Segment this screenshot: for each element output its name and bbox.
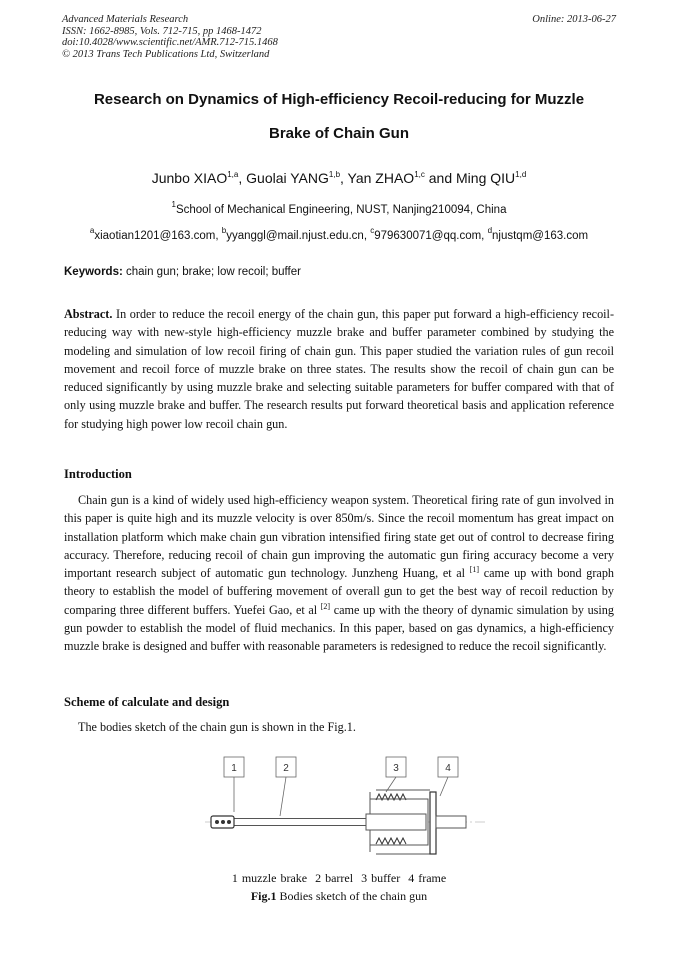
figure-caption [40,889,638,904]
issn-line: ISSN: 1662-8985, Vols. 712-715, pp 1468-1472 [62,25,262,37]
intro-text: came up with the theory of dynamic simulation by using gun powder to establish the model of fluid mechanics. In this paper, based on gas dynamics, a high-efficiency muzzle brake is designed and buffer with reasonable parameters is redesigned to reduce the recoil significantly. [64,602,614,654]
separator: and [424,170,457,186]
muzzle-port [215,820,219,824]
email-sup: c [370,226,375,235]
legend-item: 3 buffer [361,871,401,885]
separator: , [340,170,348,186]
email-link[interactable]: njustqm@163.com [492,230,589,242]
doi-line: doi:10.4028/www.scientific.net/AMR.712-715.1468 [62,37,278,48]
author-name: Guolai YANG [246,170,329,186]
author-list [40,170,638,186]
chain-gun-sketch-figure [200,752,490,862]
email-link[interactable]: xiaotian1201@163.com [94,230,216,242]
email-list: $^a$xiaotian1201@163.com, $^b$yyanggl@mail.njust.edu.cn, $^c$979630071@qq.com, $^d$njustqm@163.com [89,226,589,242]
muzzle-port [221,820,225,824]
legend-item: 2 barrel [315,871,354,885]
email-sup: d [487,226,493,235]
affiliation [40,200,638,216]
journal-name: Advanced Materials Research [62,14,189,25]
section-heading-introduction: Introduction [64,467,132,481]
paper-title-line-1: Research on Dynamics of High-efficiency Recoil-reducing for Muzzle [93,91,585,108]
recoil-rod-shape [366,814,426,830]
keywords-text: chain gun; brake; low recoil; buffer [122,266,301,278]
email-sup: b [221,226,227,235]
introduction-paragraph [64,491,614,656]
leader-line [280,777,286,816]
part-label: 4 [445,763,451,774]
leader-line [440,777,448,796]
muzzle-port [227,820,231,824]
legend-item: 4 frame [408,871,447,885]
email-sup: a [89,226,95,235]
intro-text: came up with bond graph theory to establish the model of buffering movement of overall gun to get the best way of recoil reduction by comparing three different buffers. Yuefei Gao, et al [64,566,615,617]
author-sup: 1,d [515,170,527,179]
online-date: Online: 2013-06-27 [532,14,616,25]
abstract-text: In order to reduce the recoil energy of the chain gun, this paper put forward a high-efficiency recoil-reducing way with new-style high-efficiency muzzle brake and buffer parameter combined by studying the modeling and simulation of low recoil firing of chain gun. This paper studied the variation rules of gun recoil movement and recoil force of muzzle brake on three states. The results show the recoil of chain gun can be reduced significantly by using muzzle brake and selecting suitable parameters for buffer compared with that of only using muzzle brake and buffer. The research results put forward theoretical basis and application reference for studying high power low recoil chain gun. [64,307,614,431]
author-name: Junbo XIAO [151,170,228,186]
abstract-label: Abstract. [64,307,113,321]
barrel-shape [230,819,370,826]
part-label: 2 [283,763,289,774]
section-heading-scheme: Scheme of calculate and design [64,695,230,709]
author-sup: 1,a [227,170,239,179]
part-label: 1 [231,763,237,774]
affiliation-sup: 1 [171,200,176,209]
author-name: Ming QIU [456,170,516,186]
author-sup: 1,c [414,170,425,179]
citation[interactable]: [2] [320,601,331,611]
citation[interactable]: [1] [469,565,480,575]
frame-shape [430,792,436,854]
paper-title-line-2: Brake of Chain Gun [268,125,410,142]
email-link[interactable]: 979630071@qq.com [374,230,482,242]
author-sup: 1,b [328,170,341,179]
keywords [64,266,301,278]
rear-block-shape [436,816,466,828]
separator: , [238,170,247,186]
email-link[interactable]: yyanggl@mail.njust.edu.cn [226,230,364,242]
intro-text: Chain gun is a kind of widely used high-efficiency weapon system. Theoretical firing rate of gun involved in this paper is quite high and its muzzle velocity is over 850m/s. Since the recoil momentum has great impact on installation platform which make chain gun vibration intensified firing state get out of control to decrease firing accuracy. Therefore, reducing recoil of chain gun improving the automatic gun firing accuracy become a very important research subject of automatic gun technology. Junzheng Huang, et al [64,493,614,581]
author-name: Yan ZHAO [347,170,415,186]
figure-label: Fig.1 [250,889,277,903]
figure-caption-text: Bodies sketch of the chain gun [276,889,428,903]
scheme-paragraph: The bodies sketch of the chain gun is shown in the Fig.1. [78,720,356,734]
copyright-line: © 2013 Trans Tech Publications Ltd, Switzerland [62,48,270,60]
keywords-label: Keywords: [64,266,123,278]
abstract [64,305,614,433]
legend-item: 1 muzzle brake [231,871,308,885]
figure-legend [40,871,638,886]
affiliation-text: School of Mechanical Engineering, NUST, Nanjing210094, China [175,204,507,216]
running-header [62,14,278,60]
part-label: 3 [393,763,399,774]
